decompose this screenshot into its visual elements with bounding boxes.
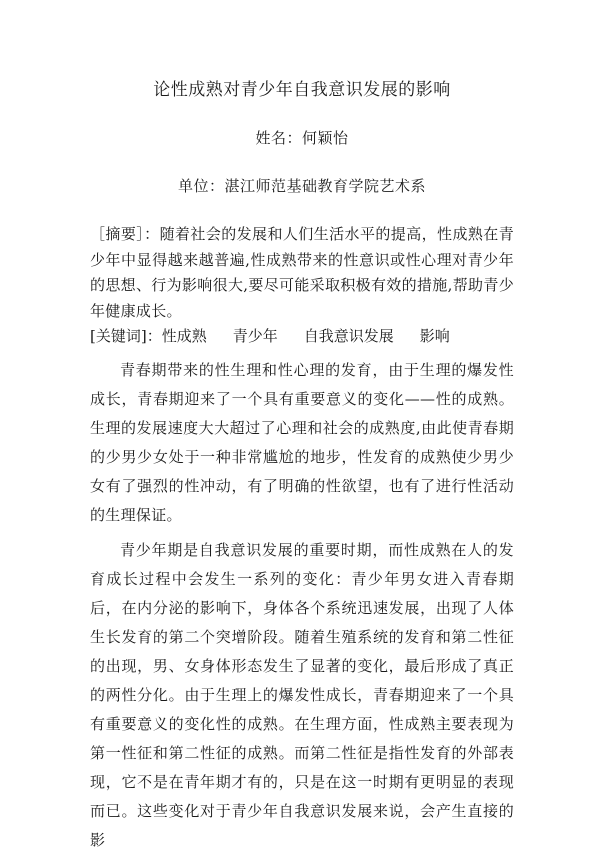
author-line: 姓名：何颖怡 bbox=[255, 129, 349, 147]
keyword: 性成熟 bbox=[161, 327, 207, 345]
body-paragraph: 青春期带来的性生理和性心理的发育，由于生理的爆发性成长，青春期迎来了一个具有重要意义的变化——性的成熟。生理的发展速度大大超过了心理和社会的成熟度,由此使青春期的少男少女处于一种非常尴尬的地步，性发育的成熟使少男少女有了强烈的性冲动，有了明确的性欲望，也有了进行性活动的生理保证。 bbox=[90, 360, 514, 524]
paper-title: 论性成熟对青少年自我意识发展的影响 bbox=[153, 80, 451, 100]
keyword: 青少年 bbox=[232, 327, 278, 345]
abstract: ［摘要］：随着社会的发展和人们生活水平的提高，性成熟在青少年中显得越来越普遍,性成熟带来的性意识或性心理对青少年的思想、行为影响很大,要尽可能采取积极有效的措施,帮助青少年健康成长。 bbox=[90, 225, 514, 320]
keywords-label: [关键词]： bbox=[90, 327, 162, 345]
affiliation-line: 单位：湛江师范基础教育学院艺术系 bbox=[177, 177, 426, 195]
keyword: 影响 bbox=[419, 327, 450, 345]
keywords-line bbox=[90, 324, 514, 350]
keyword: 自我意识发展 bbox=[303, 327, 394, 345]
body-paragraph: 青少年期是自我意识发展的重要时期，而性成熟在人的发育成长过程中会发生一系列的变化：青少年男女进入青春期后，在内分泌的影响下，身体各个系统迅速发展，出现了人体生长发育的第二个突增阶段。随着生殖系统的发育和第二性征的出现，男、女身体形态发生了显著的变化，最后形成了真正的两性分化。由于生理上的爆发性成长，青春期迎来了一个具有重要意义的变化性的成熟。在生理方面，性成熟主要表现为第一性征和第二性征的成熟。而第二性征是指性发育的外部表现，它不是在青年期才有的，只是在这一时期有更明显的表现而已。这些变化对于青少年自我意识发展来说，会产生直接的影 bbox=[90, 540, 514, 849]
